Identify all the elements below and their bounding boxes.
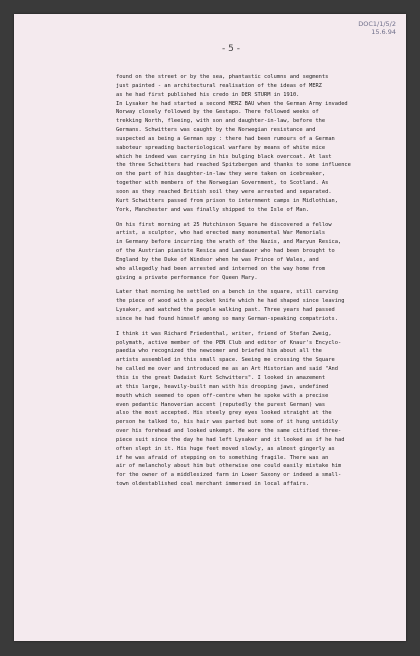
paragraph-4 [116,330,399,489]
text-line: if he was afraid of stepping on to something fragile. There was an [116,454,329,461]
text-line: Later that morning he settled on a bench in the square, still carving [116,289,338,296]
text-line: at this large, heavily-built man with his drooping jaws, undefined [116,383,329,390]
text-line: which he indeed was carrying in his bulging black overcoat. At last [116,153,332,160]
text-line: In Lysaker he had started a second MERZ BAU when the German Army invaded [116,100,348,107]
text-line: air of melancholy about him but otherwise one could easily mistake him [116,463,342,470]
text-line: over his forehead and looked unkempt. He wore the same citified three- [116,428,342,435]
text-line: on the part of his daughter-in-law they were taken on icebreaker, [116,171,326,178]
paragraph-1 [116,73,399,215]
reference-stamp [358,20,396,36]
text-line: Kurt Schwitters passed from prison to internment camps in Midlothian, [116,197,338,204]
text-line: saboteur spreading bacteriological warfare by means of white mice [116,144,326,151]
text-line: Norway closely followed by the Gestapo. There followed weeks of [116,109,319,116]
text-line: soon as they reached British soil they were arrested and separated. [116,188,332,195]
text-line: suspected as being a German spy : there had been rumours of a German [116,135,335,142]
text-line: just painted - an architectural realisation of the ideas of MERZ [116,82,322,89]
text-line: York, Manchester and was finally shipped to the Isle of Man. [116,206,310,213]
reference-date: 15.6.94 [371,28,396,36]
text-line: together with members of the Norwegian Government, to Scotland. As [116,180,329,187]
text-line: mouth which seemed to open off-centre when he spoke with a precise [116,392,329,399]
text-line: the piece of wood with a pocket knife which he had shaped since leaving [116,298,345,305]
text-line: of the Austrian pianiste Resica and Landauer who had been brought to [116,248,335,255]
paragraph-3 [116,288,399,323]
text-line: found on the street or by the sea, phantastic columns and segments [116,74,329,80]
text-line: for the owner of a middlesized farm in Lower Saxony or indeed a small- [116,472,342,479]
paragraph-2 [116,221,399,283]
page-number: - 5 - [222,44,240,54]
text-line: trekking North, fleeing, with son and daughter-in-law, before the [116,118,326,125]
text-line: often slept in it. His huge feet moved slowly, as almost gingerly as [116,445,335,452]
reference-code: DOC1/1/5/2 [358,20,396,28]
document-page [14,14,406,641]
text-line: who allegedly had been arrested and interned on the way home from [116,265,326,272]
text-line: the three Schwitters had reached Spitzbergen and thanks to some influence [116,162,351,169]
text-line: also the most accepted. His steely grey eyes looked straight at the [116,410,332,417]
text-line: as he had first published his credo in DER STURM in 1910. [116,91,300,98]
text-line: piece suit since the day he had left Lysaker and it looked as if he had [116,436,345,443]
text-line: artists assembled in this small space. Seeing me crossing the Square [116,357,335,364]
text-line: artist, a sculptor, who had erected many monumental War Memorials [116,230,326,237]
text-line: giving a private performance for Queen Mary. [116,274,258,281]
text-line: Lysaker, and watched the people walking past. Three years had passed [116,307,335,314]
text-line: I think it was Richard Friedenthal, writer, friend of Stefan Zweig, [116,330,332,337]
text-line: this is the great Dadaist Kurt Schwitters". I looked in amazement [116,375,326,381]
text-line: in Germany before incurring the wrath of the Nazis, and Maryun Resica, [116,239,342,246]
text-line: town oldestablished coal merchant immersed in local affairs. [116,481,310,488]
text-line: person he talked to, his hair was parted but some of it hung untidily [116,419,338,426]
text-line: Germans. Schwitters was caught by the Norwegian resistance and [116,127,316,134]
text-line: England by the Duke of Windsor when he was Prince of Wales, and [116,256,319,263]
text-line: On his first morning at 25 Hutchinson Square he discovered a fellow [116,221,332,228]
text-line: even pedantic Hanoverian accent (reputedly the purest German) was [116,401,326,408]
text-line: polymath, active member of the PEN Club and editor of Knaur's Encyclo- [116,339,342,346]
text-line: he called me over and introduced me as an Art Historian and said "And [116,366,338,373]
text-line: paedia who recognized the newcomer and briefed him about all the [116,348,322,355]
typed-body-text [116,73,399,495]
text-line: since he had found himself among so many German-speaking compatriots. [116,315,338,322]
